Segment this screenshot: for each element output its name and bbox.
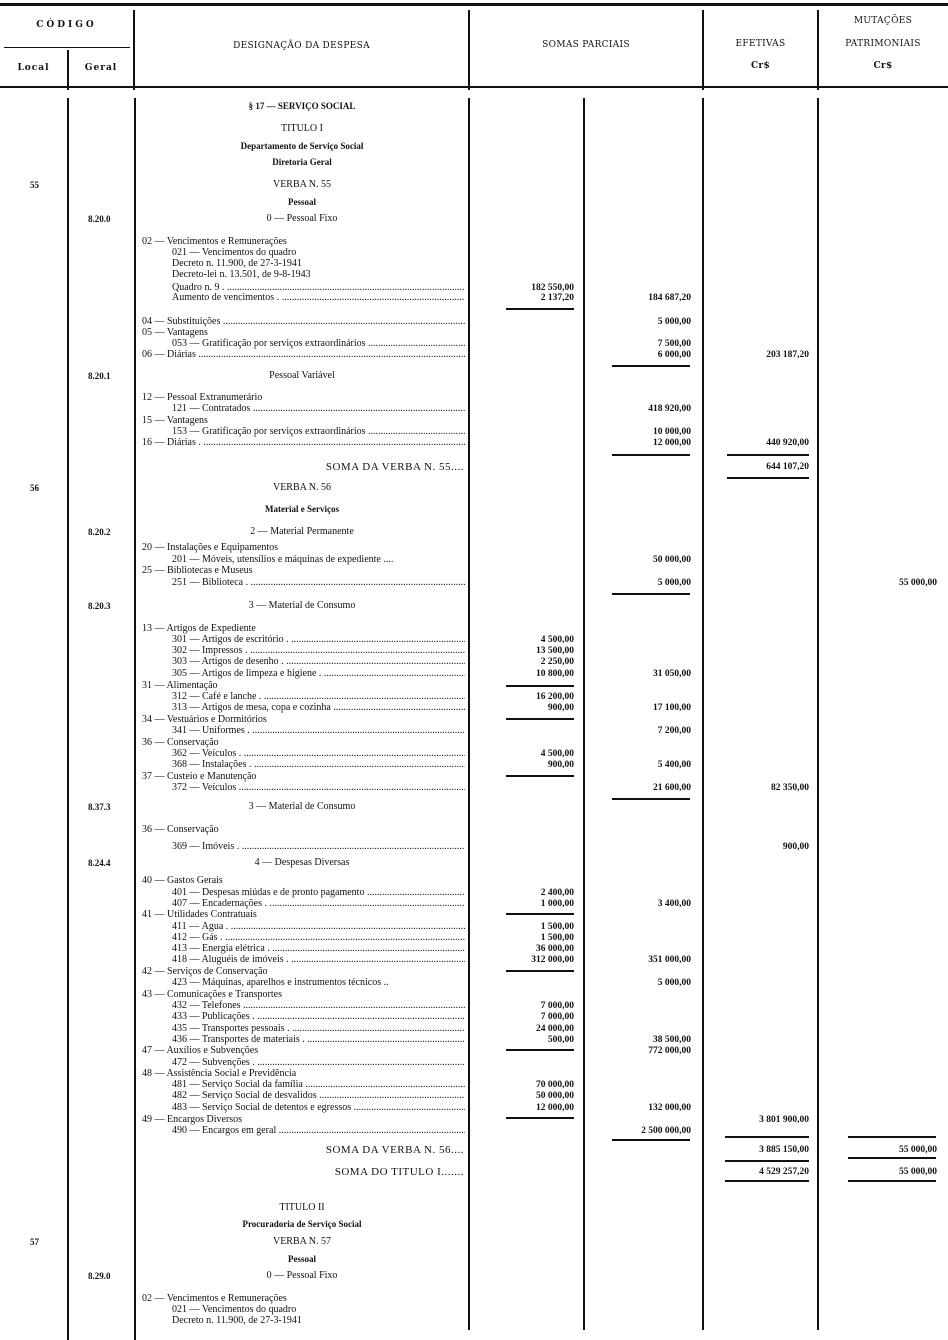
table-row: [0, 875, 948, 887]
designacao-text: Pessoal: [288, 1254, 316, 1264]
partial-sum-2: 184 687,20: [648, 293, 691, 303]
sum-underline: [725, 1160, 809, 1162]
table-row: [0, 1166, 948, 1178]
table-row: [0, 503, 948, 515]
designacao-text: Decreto n. 11.900, de 27-3-1941: [172, 1315, 302, 1326]
mutacoes-value: 55 000,00: [899, 1167, 937, 1177]
table-row: [0, 725, 948, 737]
partial-sum-1: 4 500,00: [540, 635, 574, 645]
partial-sum-1: 1 000,00: [540, 899, 574, 909]
designacao-text: 433 — Publicações . .....: [172, 1011, 465, 1023]
designacao-text: VERBA N. 57: [272, 1236, 332, 1247]
designacao-text: § 17 — SERVIÇO SOCIAL: [248, 101, 356, 111]
partial-sum-2: 17 100,00: [653, 703, 691, 713]
table-row: [0, 100, 948, 112]
sum-underline: [612, 365, 690, 367]
designacao-text: 13 — Artigos de Expediente: [142, 623, 256, 634]
partial-sum-2: 50 000,00: [653, 555, 691, 565]
designacao-header: DESIGNAÇÃO DA DESPESA: [233, 41, 370, 51]
designacao-text: 407 — Encadernações . .....: [172, 898, 465, 910]
local-code: 56: [30, 483, 39, 493]
designacao-text: SOMA DO TITULO I.......: [334, 1166, 464, 1178]
designacao-text: 435 — Transportes pessoais . .....: [172, 1023, 465, 1035]
designacao-text: 20 — Instalações e Equipamentos: [142, 542, 279, 553]
partial-sum-1: 2 137,20: [540, 293, 574, 303]
designacao-text: 432 — Telefones .....: [172, 1000, 465, 1012]
geral-header: Geral: [84, 63, 118, 73]
designacao-text: 372 — Veículos .....: [172, 782, 465, 794]
sum-underline: [506, 718, 574, 720]
partial-sum-2: 7 200,00: [657, 726, 691, 736]
designacao-text: 251 — Biblioteca . .....: [172, 577, 465, 589]
partial-sum-2: 132 000,00: [648, 1103, 691, 1113]
partial-sum-1: 500,00: [547, 1035, 574, 1045]
designacao-text: 369 — Imóveis . .....: [172, 841, 465, 853]
efetivas-value: 644 107,20: [766, 462, 809, 472]
designacao-text: Procuradoria de Serviço Social: [242, 1219, 362, 1229]
designacao-text: 3 — Material de Consumo: [248, 600, 356, 611]
designacao-text: 412 — Gás . .....: [172, 932, 465, 944]
mutacoes-unit: Cr$: [873, 61, 893, 71]
table-row: [0, 577, 948, 589]
table-row: [0, 370, 948, 382]
sum-underline: [506, 1049, 574, 1051]
designacao-text: 201 — Móveis, utensílios e máquinas de expediente ....: [172, 554, 394, 565]
designacao-text: 06 — Diárias .....: [142, 349, 465, 361]
geral-code: 8.29.0: [88, 1271, 111, 1281]
efetivas-value: 82 350,00: [771, 783, 809, 793]
sum-underline: [506, 685, 574, 687]
designacao-text: Pessoal Variável: [269, 370, 335, 381]
efetivas-value: 900,00: [782, 842, 809, 852]
mutacoes-header: MUTAÇÕES: [853, 16, 913, 26]
partial-sum-2: 772 000,00: [648, 1046, 691, 1056]
table-row: [0, 565, 948, 577]
top-rule: [0, 3, 948, 6]
geral-code: 8.24.4: [88, 858, 111, 868]
designacao-text: 34 — Vestuários e Dormitórios: [142, 714, 267, 725]
table-row: [0, 668, 948, 680]
partial-sum-1: 182 550,00: [531, 283, 574, 293]
partial-sum-1: 50 000,00: [536, 1091, 574, 1101]
codigo-divider: [4, 47, 130, 48]
efetivas-unit: Cr$: [750, 61, 771, 71]
designacao-text: Diretoria Geral: [272, 157, 332, 167]
patrimoniais-header: PATRIMONIAIS: [845, 39, 921, 49]
codigo-header: CÓDIGO: [36, 20, 97, 30]
partial-sum-1: 24 000,00: [536, 1024, 574, 1034]
sum-underline: [506, 308, 574, 310]
designacao-text: 483 — Serviço Social de detentos e egressos .....: [172, 1102, 465, 1114]
table-row: [0, 656, 948, 668]
table-row: [0, 1315, 948, 1327]
sum-underline: [506, 775, 574, 777]
designacao-text: 36 — Conservação: [142, 824, 219, 835]
designacao-text: VERBA N. 56: [272, 482, 332, 493]
designacao-text: 312 — Café e lanche . .....: [172, 691, 465, 703]
designacao-text: 053 — Gratificação por serviços extraordinários .....: [172, 338, 465, 350]
mutacoes-value: 55 000,00: [899, 1145, 937, 1155]
partial-sum-2: 38 500,00: [653, 1035, 691, 1045]
sum-underline: [848, 1157, 936, 1159]
table-row: [0, 156, 948, 168]
designacao-text: 25 — Bibliotecas e Museus: [142, 565, 253, 576]
designacao-text: 490 — Encargos em geral .....: [172, 1125, 465, 1137]
table-row: [0, 1202, 948, 1214]
designacao-text: 436 — Transportes de materiais . .....: [172, 1034, 465, 1046]
table-row: [0, 600, 948, 612]
table-row: [0, 213, 948, 225]
table-row: [0, 1270, 948, 1282]
table-row: [0, 542, 948, 554]
designacao-text: 16 — Diárias . .....: [142, 437, 465, 449]
designacao-text: 15 — Vantagens: [142, 415, 208, 426]
designacao-text: 04 — Substituições .....: [142, 316, 465, 328]
geral-code: 8.37.3: [88, 802, 111, 812]
table-row: [0, 179, 948, 191]
partial-sum-2: 2 500 000,00: [641, 1126, 691, 1136]
sum-underline: [725, 1180, 809, 1182]
table-row: [0, 437, 948, 449]
partial-sum-2: 5 000,00: [657, 978, 691, 988]
partial-sum-1: 70 000,00: [536, 1080, 574, 1090]
designacao-text: Pessoal: [288, 197, 316, 207]
col-divider: [702, 10, 704, 90]
partial-sum-1: 4 500,00: [540, 749, 574, 759]
designacao-text: 121 — Contratados .....: [172, 403, 465, 415]
table-row: [0, 824, 948, 836]
sum-underline: [506, 1117, 574, 1119]
designacao-text: 43 — Comunicações e Transportes: [142, 989, 282, 1000]
table-row: [0, 841, 948, 853]
partial-sum-1: 16 200,00: [536, 692, 574, 702]
sum-underline: [612, 1139, 690, 1141]
designacao-text: TITULO I: [281, 123, 323, 134]
partial-sum-1: 13 500,00: [536, 646, 574, 656]
geral-code: 8.20.0: [88, 214, 111, 224]
designacao-text: Aumento de vencimentos . .....: [172, 292, 465, 304]
sum-underline: [727, 454, 809, 456]
designacao-text: Quadro n. 9 . .....: [172, 282, 465, 294]
designacao-text: TITULO II: [279, 1202, 325, 1213]
local-header: Local: [17, 63, 50, 73]
designacao-text: 3 — Material de Consumo: [248, 801, 356, 812]
designacao-text: 48 — Assistência Social e Previdência: [142, 1068, 297, 1079]
partial-sum-1: 900,00: [547, 760, 574, 770]
table-row: [0, 1011, 948, 1023]
table-row: [0, 782, 948, 794]
designacao-text: 12 — Pessoal Extranumerário: [142, 392, 263, 403]
table-row: [0, 801, 948, 813]
table-row: [0, 702, 948, 714]
geral-code: 8.20.2: [88, 527, 111, 537]
designacao-text: 36 — Conservação: [142, 737, 219, 748]
partial-sum-1: 1 500,00: [540, 933, 574, 943]
designacao-text: 301 — Artigos de escritório . .....: [172, 634, 465, 646]
sum-underline: [612, 454, 690, 456]
table-row: [0, 1090, 948, 1102]
somas-parciais-header: SOMAS PARCIAIS: [542, 40, 630, 50]
table-row: [0, 269, 948, 281]
table-row: [0, 909, 948, 921]
designacao-text: 021 — Vencimentos do quadro: [172, 247, 297, 258]
designacao-text: 42 — Serviços de Conservação: [142, 966, 268, 977]
col-divider: [468, 10, 470, 90]
geral-code: 8.20.1: [88, 371, 111, 381]
designacao-text: 021 — Vencimentos do quadro: [172, 1304, 297, 1315]
designacao-text: 02 — Vencimentos e Remunerações: [142, 1293, 287, 1304]
table-row: [0, 196, 948, 208]
sum-underline: [848, 1136, 936, 1138]
local-code: 55: [30, 180, 39, 190]
table-row: [0, 403, 948, 415]
designacao-text: 305 — Artigos de limpeza e higiene . .....: [172, 668, 465, 680]
table-row: [0, 977, 948, 989]
partial-sum-2: 7 500,00: [657, 339, 691, 349]
designacao-text: 41 — Utilidades Contratuais: [142, 909, 257, 920]
designacao-text: 31 — Alimentação: [142, 680, 218, 691]
sum-underline: [506, 970, 574, 972]
partial-sum-1: 36 000,00: [536, 944, 574, 954]
geral-code: 8.20.3: [88, 601, 111, 611]
designacao-text: 47 — Auxílios e Subvenções: [142, 1045, 259, 1056]
designacao-text: 153 — Gratificação por serviços extraordinários .....: [172, 426, 465, 438]
table-row: [0, 140, 948, 152]
designacao-text: 4 — Despesas Diversas: [254, 857, 350, 868]
partial-sum-1: 2 400,00: [540, 888, 574, 898]
table-row: [0, 1253, 948, 1265]
designacao-text: 401 — Despesas miúdas e de pronto pagamento .....: [172, 887, 465, 899]
designacao-text: 482 — Serviço Social de desvalidos .....: [172, 1090, 465, 1102]
sum-underline: [612, 593, 690, 595]
designacao-text: 0 — Pessoal Fixo: [266, 213, 338, 224]
table-row: [0, 954, 948, 966]
partial-sum-1: 1 500,00: [540, 922, 574, 932]
table-row: [0, 1236, 948, 1248]
designacao-text: 481 — Serviço Social da família .....: [172, 1079, 465, 1091]
local-code: 57: [30, 1237, 39, 1247]
table-row: [0, 1045, 948, 1057]
table-row: [0, 759, 948, 771]
partial-sum-2: 12 000,00: [653, 438, 691, 448]
partial-sum-1: 12 000,00: [536, 1103, 574, 1113]
partial-sum-2: 5 000,00: [657, 578, 691, 588]
sum-underline: [612, 798, 690, 800]
efetivas-value: 440 920,00: [766, 438, 809, 448]
designacao-text: SOMA DA VERBA N. 55....: [325, 461, 464, 473]
designacao-text: Decreto-lei n. 13.501, de 9-8-1943: [172, 269, 311, 280]
designacao-text: VERBA N. 55: [272, 179, 332, 190]
designacao-text: 423 — Máquinas, aparelhos e instrumentos técnicos ..: [172, 977, 389, 988]
designacao-text: Material e Serviços: [265, 504, 339, 514]
partial-sum-2: 418 920,00: [648, 404, 691, 414]
table-row: [0, 292, 948, 304]
partial-sum-2: 5 000,00: [657, 317, 691, 327]
mutacoes-value: 55 000,00: [899, 578, 937, 588]
partial-sum-2: 6 000,00: [657, 350, 691, 360]
table-row: [0, 1218, 948, 1230]
designacao-text: Departamento de Serviço Social: [240, 141, 364, 151]
designacao-text: 341 — Uniformes . .....: [172, 725, 465, 737]
table-row: [0, 526, 948, 538]
sum-underline: [506, 913, 574, 915]
table-row: [0, 482, 948, 494]
sum-underline: [848, 1180, 936, 1182]
partial-sum-2: 351 000,00: [648, 955, 691, 965]
designacao-text: 02 — Vencimentos e Remunerações: [142, 236, 287, 247]
partial-sum-1: 2 250,00: [540, 657, 574, 667]
designacao-text: 05 — Vantagens: [142, 327, 208, 338]
partial-sum-1: 7 000,00: [540, 1012, 574, 1022]
efetivas-header: EFETIVAS: [735, 39, 786, 49]
partial-sum-2: 10 000,00: [653, 427, 691, 437]
table-row: [0, 1144, 948, 1156]
designacao-text: 302 — Impressos . .....: [172, 645, 465, 657]
header-bottom-rule: [0, 86, 948, 88]
sum-underline: [725, 1136, 809, 1138]
designacao-text: 413 — Energia elétrica . .....: [172, 943, 465, 955]
efetivas-value: 3 885 150,00: [759, 1145, 809, 1155]
designacao-text: 418 — Aluguéis de imóveis . .....: [172, 954, 465, 966]
table-row: [0, 1102, 948, 1114]
designacao-text: 411 — Água . .....: [172, 921, 465, 933]
designacao-text: 313 — Artigos de mesa, copa e cozinha .....: [172, 702, 465, 714]
designacao-text: Decreto n. 11.900, de 27-3-1941: [172, 258, 302, 269]
designacao-text: 472 — Subvenções . .....: [172, 1057, 465, 1069]
designacao-text: 49 — Encargos Diversos: [142, 1114, 243, 1125]
partial-sum-2: 21 600,00: [653, 783, 691, 793]
partial-sum-2: 5 400,00: [657, 760, 691, 770]
designacao-text: SOMA DA VERBA N. 56....: [325, 1144, 464, 1156]
designacao-text: 40 — Gastos Gerais: [142, 875, 223, 886]
efetivas-value: 4 529 257,20: [759, 1167, 809, 1177]
efetivas-value: 203 187,20: [766, 350, 809, 360]
designacao-text: 303 — Artigos de desenho . .....: [172, 656, 465, 668]
partial-sum-1: 7 000,00: [540, 1001, 574, 1011]
table-row: [0, 461, 948, 473]
partial-sum-1: 900,00: [547, 703, 574, 713]
table-row: [0, 349, 948, 361]
designacao-text: 362 — Veículos . .....: [172, 748, 465, 760]
designacao-text: 2 — Material Permanente: [250, 526, 354, 537]
sum-underline: [727, 477, 809, 479]
partial-sum-1: 10 800,00: [536, 669, 574, 679]
partial-sum-2: 3 400,00: [657, 899, 691, 909]
partial-sum-1: 312 000,00: [531, 955, 574, 965]
designacao-text: 368 — Instalações . .....: [172, 759, 465, 771]
partial-sum-2: 31 050,00: [653, 669, 691, 679]
designacao-text: 0 — Pessoal Fixo: [266, 1270, 338, 1281]
table-row: [0, 857, 948, 869]
designacao-text: 37 — Custeio e Manutenção: [142, 771, 257, 782]
table-row: [0, 123, 948, 135]
efetivas-value: 3 801 900,00: [759, 1115, 809, 1125]
